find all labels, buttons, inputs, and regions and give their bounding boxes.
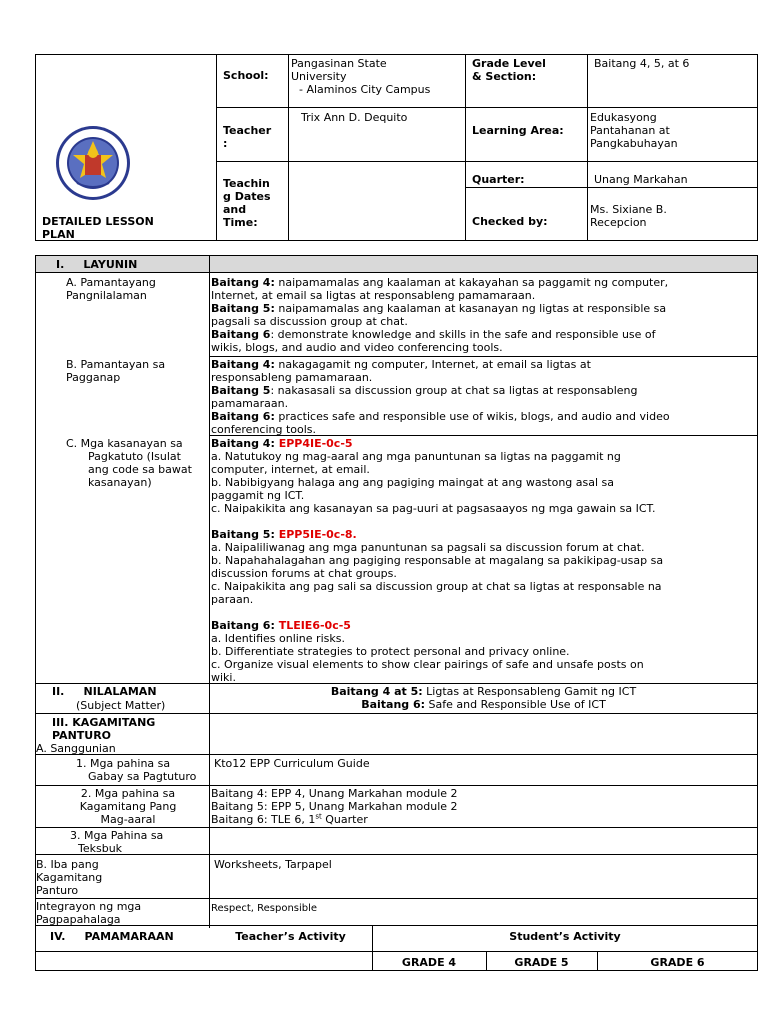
- teacher-label: Teacher :: [223, 124, 272, 150]
- checked-by-label: Checked by:: [472, 215, 548, 228]
- pamantayan-sa-pagganap-label: B. Pamantayan sa Pagganap: [66, 358, 166, 384]
- kagamitang-mag-aaral-value: Baitang 4: EPP 4, Unang Markahan module 2 Baitang 5: EPP 5, Unang Markahan module 2 Baitang 6: TLE 6, 1st Quarter: [211, 787, 458, 826]
- grade-5-header: GRADE 5: [514, 956, 569, 969]
- pamantayang-pangnilalaman-content: Baitang 4: naipamamalas ang kaalaman at kakayahan sa paggamit ng computer, Internet, at email sa ligtas at responsableng pamamaraan. Baitang 5: naipamamalas ang kaalaman at kasanayan ng ligtas at responsible sa pagsali sa discussion group at chat. Baitang 6: demonstrate knowledge and skills in the safe and responsible use of wikis, blogs, and audio and video conferencing tools.: [211, 276, 669, 354]
- learning-area-label: Learning Area:: [472, 124, 564, 137]
- integrasyon-value: Respect, Responsible: [211, 903, 318, 914]
- grade-level-label: Grade Level & Section:: [472, 57, 546, 83]
- teacher-activity-header: Teacher’s Activity: [235, 930, 346, 943]
- layunin-heading: I. LAYUNIN: [56, 258, 138, 271]
- gabay-label: 1. Mga pahina sa Gabay sa Pagtuturo: [76, 757, 197, 783]
- nilalaman-heading: II. NILALAMAN: [52, 685, 157, 698]
- checked-by-value: Ms. Sixiane B. Recepcion: [590, 203, 667, 229]
- school-label: School:: [223, 69, 269, 82]
- gabay-value: Kto12 EPP Curriculum Guide: [214, 757, 370, 770]
- kagamitan-heading: III. KAGAMITANG PANTURO: [52, 716, 156, 742]
- quarter-value: Unang Markahan: [594, 173, 688, 186]
- subject-matter-label: (Subject Matter): [76, 699, 166, 712]
- pamamaraan-heading: IV. PAMAMARAAN: [50, 930, 174, 943]
- teksbuk-label: 3. Mga Pahina sa Teksbuk: [70, 829, 164, 855]
- doc-title: DETAILED LESSON PLAN: [42, 215, 154, 241]
- teaching-dates-label: Teachin g Dates and Time:: [223, 177, 271, 229]
- learning-area-value: Edukasyong Pantahanan at Pangkabuhayan: [590, 111, 678, 150]
- kasanayan-label: C. Mga kasanayan sa Pagkatuto (Isulat ang code sa bawat kasanayan): [66, 437, 192, 489]
- iba-pang-kagamitan-value: Worksheets, Tarpapel: [214, 858, 332, 871]
- pamantayan-sa-pagganap-content: Baitang 4: nakagagamit ng computer, Internet, at email sa ligtas at responsableng pamamaraan. Baitang 5: nakasasali sa discussion group at chat sa ligtas at responsableng pamamaraan. Baitang 6: practices safe and responsible use of wikis, blogs, and audio and video conferencing tools.: [211, 358, 670, 436]
- student-activity-header: Student’s Activity: [509, 930, 621, 943]
- pamantayang-pangnilalaman-label: A. Pamantayang Pangnilalaman: [66, 276, 156, 302]
- kagamitang-mag-aaral-label: 2. Mga pahina sa Kagamitang Pang Mag-aaral: [79, 787, 177, 826]
- iba-pang-kagamitan-label: B. Iba pang Kagamitang Panturo: [36, 858, 103, 897]
- integrasyon-label: Integrayon ng mga Pagpapahalaga: [36, 900, 142, 926]
- grade-4-header: GRADE 4: [401, 956, 457, 969]
- grade-level-value: Baitang 4, 5, at 6: [594, 57, 690, 70]
- nilalaman-content: Baitang 4 at 5: Ligtas at Responsableng Gamit ng ICT Baitang 6: Safe and Responsible Use of ICT: [330, 685, 637, 711]
- school-value: Pangasinan State University - Alaminos City Campus: [291, 57, 431, 96]
- quarter-label: Quarter:: [472, 173, 525, 186]
- grade-6-header: GRADE 6: [650, 956, 705, 969]
- sanggunian-label: A. Sanggunian: [36, 742, 116, 755]
- kasanayan-content: Baitang 4: EPP4IE-0c-5 a. Natutukoy ng mag-aaral ang mga panuntunan sa ligtas na paggamit ng computer, internet, at email. b. Nabibigyang halaga ang ang pagiging maingat at ang wastong asal sa paggamit ng ICT. c. Naipakikita ang kasanayan sa pag-uuri at pagsasaayos ng mga gawain sa ICT. Baitang 5: EPP5IE-0c-8. a. Naipaliliwanag ang mga panuntunan sa pagsali sa discussion forum at chat. b. Napahahalagahan ang pagiging responsable at magalang sa pakikipag-usap sa discussion forums at chat groups. c. Naipakikita ang pag sali sa discussion group at chat sa ligtas at responsable na paraan. Baitang 6: TLEIE6-0c-5 a. Identifies online risks. b. Differentiate strategies to protect personal and privacy online. c. Organize visual elements to show clear pairings of safe and unsafe posts on wiki.: [211, 437, 664, 684]
- teacher-value: Trix Ann D. Dequito: [301, 111, 408, 124]
- deped-seal-icon: [55, 125, 131, 201]
